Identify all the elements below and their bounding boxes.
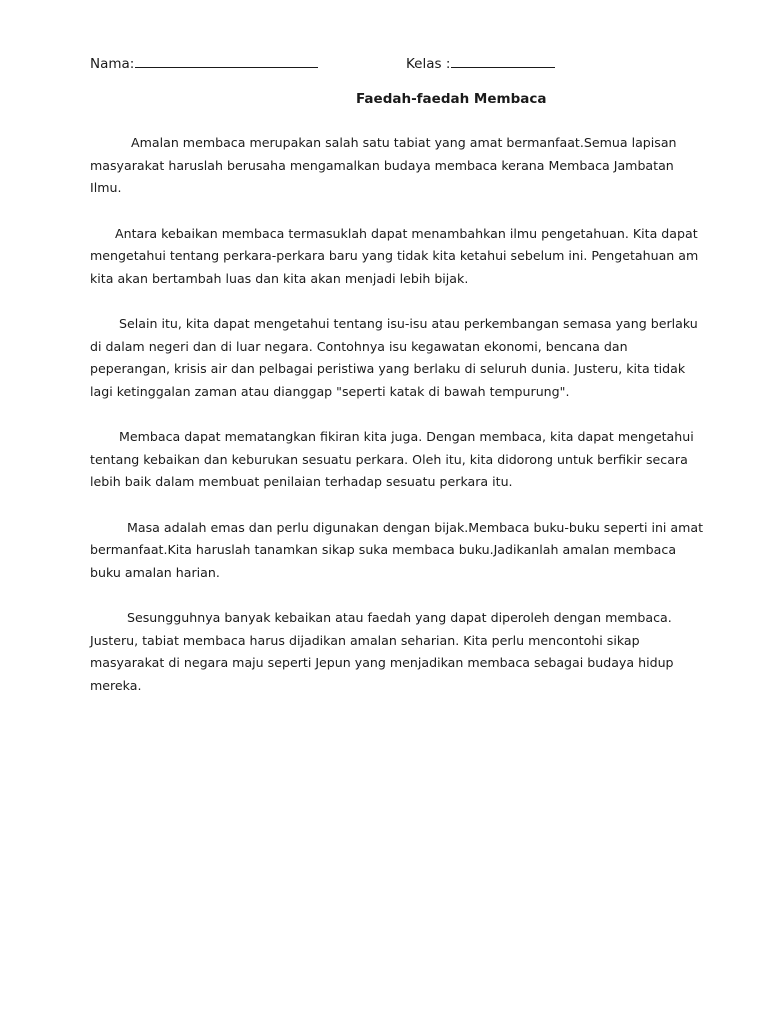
paragraph-4: Membaca dapat mematangkan fikiran kita juga. Dengan membaca, kita dapat mengetahui tentang kebaikan dan keburukan sesuatu perkara. Oleh itu, kita didorong untuk berfikir secara lebih baik dalam membuat penilaian terhadap sesuatu perkara itu.	[90, 429, 694, 489]
paragraph-2: Antara kebaikan membaca termasuklah dapat menambahkan ilmu pengetahuan. Kita dapat mengetahui tentang perkara-perkara baru yang tidak kita ketahui sebelum ini. Pengetahuan am kita akan bertambah luas dan kita akan menjadi lebih bijak.	[90, 225, 699, 286]
student-info-row	[90, 53, 690, 75]
class-blank-line	[451, 53, 555, 68]
class-field	[406, 53, 555, 72]
paragraph-5: Masa adalah emas dan perlu digunakan dengan bijak.Membaca buku-buku seperti ini amat bermanfaat.Kita haruslah tanamkan sikap suka membaca buku.Jadikanlah amalan membaca buku amalan harian.	[90, 519, 704, 580]
class-label: Kelas :	[406, 56, 451, 72]
paragraph-3: Selain itu, kita dapat mengetahui tentang isu-isu atau perkembangan semasa yang berlaku di dalam negeri dan di luar negara. Contohnya isu kegawatan ekonomi, bencana dan peperangan, krisis air dan pelbagai peristiwa yang berlaku di seluruh dunia. Justeru, kita tidak lagi ketinggalan zaman atau dianggap "seperti katak di bawah tempurung".	[90, 316, 698, 399]
name-field	[90, 53, 318, 72]
page-title: Faedah-faedah Membaca	[356, 91, 547, 107]
paragraph-1: Amalan membaca merupakan salah satu tabiat yang amat bermanfaat.Semua lapisan masyarakat haruslah berusaha mengamalkan budaya membaca kerana Membaca Jambatan Ilmu.	[90, 135, 677, 195]
name-blank-line	[135, 53, 318, 68]
essay-body	[90, 132, 705, 720]
name-label: Nama:	[90, 56, 135, 72]
paragraph-6: Sesungguhnya banyak kebaikan atau faedah yang dapat diperoleh dengan membaca. Justeru, tabiat membaca harus dijadikan amalan seharian. Kita perlu mencontohi sikap masyarakat di negara maju seperti Jepun yang menjadikan membaca sebagai budaya hidup mereka.	[90, 610, 674, 693]
